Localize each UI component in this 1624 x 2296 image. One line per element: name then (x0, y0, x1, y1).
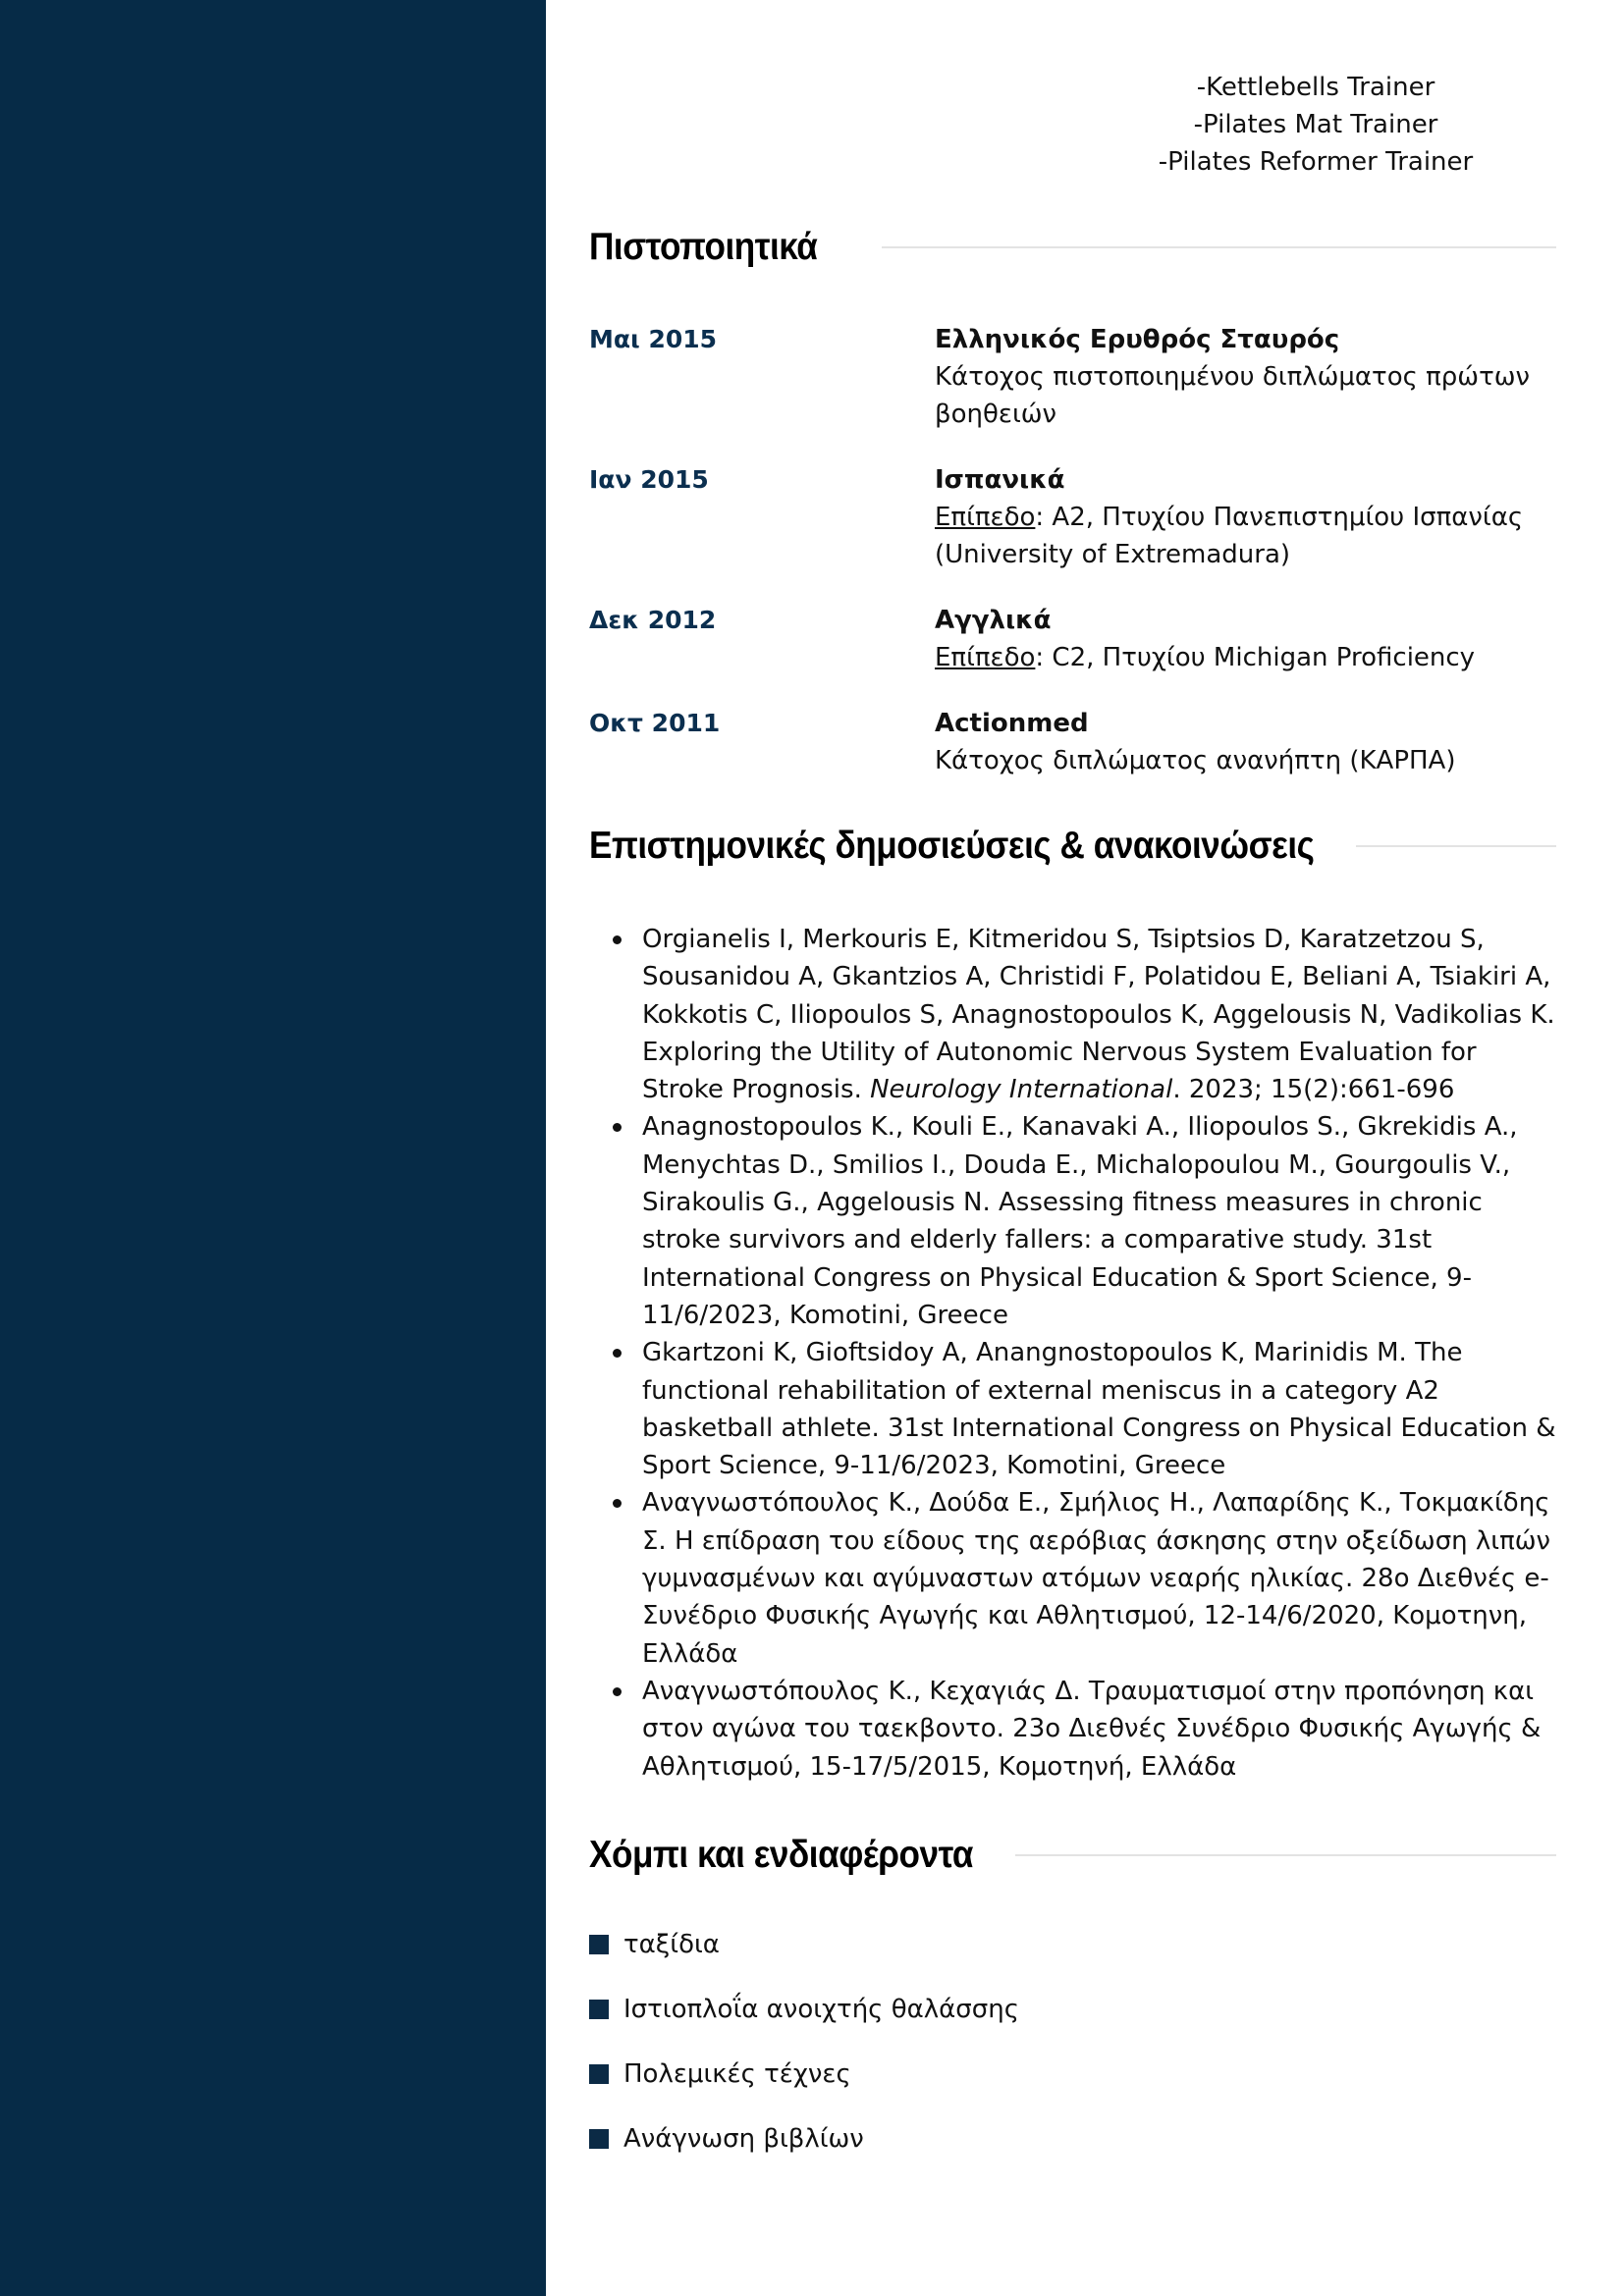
level-value: : C2, Πτυχίου Michigan Proficiency (1035, 643, 1476, 672)
hobby-label: Ιστιοπλοΐα ανοιχτής θαλάσσης (623, 1995, 1019, 2024)
heading-rule (882, 246, 1556, 248)
hobby-label: ταξίδια (623, 1930, 720, 1959)
publication-item (589, 1484, 1556, 1672)
certificates-section-heading (589, 226, 1556, 269)
hobby-item (589, 1926, 1019, 1963)
publications-list (589, 921, 1556, 1786)
bullet-icon (613, 935, 622, 944)
hobbies-list (589, 1926, 1019, 2185)
certificate-description (935, 499, 1543, 573)
heading-rule (1356, 845, 1557, 847)
hobbies-section-heading (589, 1834, 1556, 1877)
trainer-line: -Kettlebells Trainer (1196, 73, 1435, 102)
hobby-item (589, 2056, 1019, 2093)
hobby-label: Πολεμικές τέχνες (623, 2059, 851, 2089)
square-bullet-icon (589, 2129, 609, 2149)
certificate-body (935, 321, 1543, 433)
certificate-description (935, 639, 1543, 676)
publication-item (589, 1108, 1556, 1334)
bullet-icon (613, 1687, 622, 1696)
level-label: Επίπεδο (935, 503, 1036, 532)
publication-text: Αναγνωστόπουλος Κ., Κεχαγιάς Δ. Τραυματισμοί στην προπόνηση και στον αγώνα του ταεκβοντο. 23ο Διεθνές Συνέδριο Φυσικής Αγωγής & Αθλητισμού, 15-17/5/2015, Κομοτηνή, Ελλάδα (642, 1676, 1542, 1782)
certificate-body (935, 705, 1543, 779)
certificates-heading: Πιστοποιητικά (589, 226, 818, 268)
certificate-date: Ιαν 2015 (589, 465, 709, 494)
certificate-title: Ισπανικά (935, 465, 1065, 495)
certificate-date: Οκτ 2011 (589, 709, 721, 737)
certificate-date: Μαι 2015 (589, 325, 718, 353)
square-bullet-icon (589, 1935, 609, 1954)
publication-item (589, 921, 1556, 1108)
heading-rule (1015, 1854, 1556, 1856)
publication-text: Gkartzoni K, Gioftsidoy A, Anangnostopoulos K, Marinidis M. The functional rehabilitation of external meniscus in a category A2 basketball athlete. 31st International Congress on Physical Education & Sport Science, 9-11/6/2023, Komotini, Greece (642, 1338, 1556, 1481)
bullet-icon (613, 1499, 622, 1508)
trainer-line: -Pilates Reformer Trainer (1158, 147, 1474, 177)
level-value: : A2, Πτυχίου Πανεπιστημίου Ισπανίας (University of Extremadura) (935, 503, 1524, 569)
publication-item (589, 1673, 1556, 1786)
publications-section-heading (589, 825, 1556, 868)
publication-text: Anagnostopoulos K., Kouli E., Kanavaki A., Iliopoulos S., Gkrekidis A., Menychtas D., Smilios I., Douda E., Michalopoulou M., Gourgoulis V., Sirakoulis G., Aggelousis N. Assessing fitness measures in chronic stroke survivors and elderly fallers: a comparative study. 31st International Congress on Physical Education & Sport Science, 9-11/6/2023, Komotini, Greece (642, 1112, 1518, 1330)
certificate-title: Αγγλικά (935, 606, 1052, 635)
certificate-title: Ελληνικός Ερυθρός Σταυρός (935, 325, 1340, 354)
publication-citation: Orgianelis I, Merkouris E, Kitmeridou S, Tsiptsios D, Karatzetzou S, Sousanidou A, Gkantzios A, Christidi F, Polatidou E, Beliani A, Tsiakiri A, Kokkotis C, Iliopoulos S, Anagnostopoulos K, Aggelousis N, Vadikolias K. Exploring the Utility of Autonomic Nervous System Evaluation for Stroke Prognosis. (642, 925, 1555, 1105)
publication-text: Αναγνωστόπουλος Κ., Δούδα Ε., Σμήλιος Η., Λαπαρίδης Κ., Τοκμακίδης Σ. Η επίδραση του είδους της αερόβιας άσκησης στην οξείδωση λιπών γυμνασμένων και αγύμναστων ατόμων νεαρής ηλικίας. 28ο Διεθνές e-Συνέδριο Φυσικής Αγωγής και Αθλητισμού, 12-14/6/2020, Κομοτηνη, Ελλάδα (642, 1488, 1551, 1669)
publication-text (642, 925, 1555, 1104)
certificate-date: Δεκ 2012 (589, 606, 717, 634)
square-bullet-icon (589, 2000, 609, 2019)
publication-journal: Neurology International (870, 1075, 1173, 1105)
level-label: Επίπεδο (935, 643, 1036, 672)
certificate-body (935, 461, 1543, 573)
hobby-item (589, 2120, 1019, 2158)
square-bullet-icon (589, 2064, 609, 2084)
hobby-label: Ανάγνωση βιβλίων (623, 2124, 864, 2154)
certificate-description: Κάτοχος διπλώματος ανανήπτη (ΚΑΡΠΑ) (935, 746, 1456, 775)
hobby-item (589, 1991, 1019, 2028)
trainer-line: -Pilates Mat Trainer (1193, 110, 1438, 139)
publication-item (589, 1334, 1556, 1484)
certificate-body (935, 602, 1543, 676)
bullet-icon (613, 1123, 622, 1132)
certificate-title: Actionmed (935, 709, 1089, 738)
publication-details: . 2023; 15(2):661-696 (1172, 1075, 1455, 1105)
publications-heading: Επιστημονικές δημοσιεύσεις & ανακοινώσεις (589, 825, 1315, 867)
certificate-description: Κάτοχος πιστοποιημένου διπλώματος πρώτων βοηθειών (935, 362, 1531, 429)
trainer-qualifications (1080, 69, 1551, 181)
sidebar-panel (0, 0, 546, 2296)
hobbies-heading: Χόμπι και ενδιαφέροντα (589, 1834, 973, 1876)
bullet-icon (613, 1349, 622, 1358)
